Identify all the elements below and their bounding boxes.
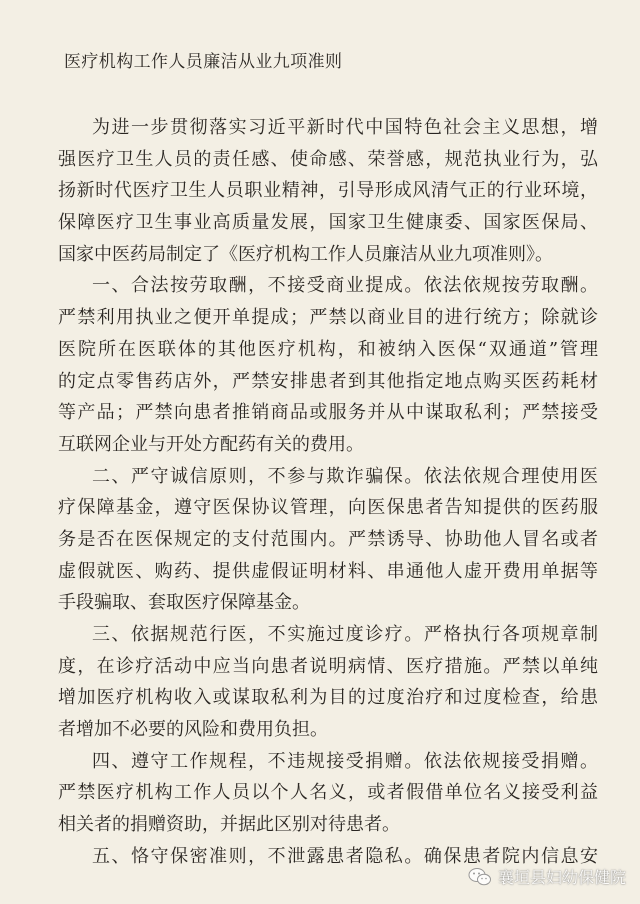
watermark — [468, 865, 626, 888]
watermark-text: 襄垣县妇幼保健院 — [497, 868, 626, 887]
body-line: 互联网企业与开处方配药有关的费用。 — [58, 433, 364, 455]
body-line: 者增加不必要的风险和费用负担。 — [58, 719, 328, 741]
body-line: 保障医疗卫生事业高质量发展，国家卫生健康委、国家医保局、 — [58, 212, 598, 234]
body-line: 医院所在医联体的其他医疗机构，和被纳入医保“双通道”管理 — [58, 338, 598, 360]
document-title: 医疗机构工作人员廉洁从业九项准则 — [64, 52, 343, 72]
body-line: 手段骗取、套取医疗保障基金。 — [58, 592, 310, 614]
body-line: 扬新时代医疗卫生人员职业精神，引导形成风清气正的行业环境， — [58, 180, 598, 202]
body-line: 的定点零售药店外，严禁安排患者到其他指定地点购买医药耗材 — [58, 370, 598, 392]
wechat-icon — [468, 867, 492, 887]
body-line: 国家中医药局制定了《医疗机构工作人员廉洁从业九项准则》。 — [58, 243, 553, 265]
body-line: 三、依据规范行医，不实施过度诊疗。严格执行各项规章制 — [92, 624, 598, 645]
body-line: 严禁医疗机构工作人员以个人名义，或者假借单位名义接受利益 — [58, 782, 598, 804]
body-line: 相关者的捐赠资助，并据此区别对待患者。 — [58, 814, 400, 836]
body-line: 为进一步贯彻落实习近平新时代中国特色社会主义思想，增 — [92, 117, 598, 138]
body-line: 四、遵守工作规程，不违规接受捐赠。依法依规接受捐赠。 — [92, 750, 598, 772]
body-line: 等产品；严禁向患者推销商品或服务并从中谋取私利；严禁接受 — [58, 402, 598, 424]
body-line: 一、合法按劳取酬，不接受商业提成。依法依规按劳取酬。 — [92, 275, 598, 297]
body-line: 五、恪守保密准则，不泄露患者隐私。确保患者院内信息安 — [92, 845, 598, 867]
body-line: 虚假就医、购药、提供虚假证明材料、串通他人虚开费用单据等 — [58, 560, 598, 582]
body-line: 疗保障基金，遵守医保协议管理，向医保患者告知提供的医药服 — [58, 497, 598, 519]
body-line: 严禁利用执业之便开单提成；严禁以商业目的进行统方；除就诊 — [58, 307, 598, 329]
body-line: 二、严守诚信原则，不参与欺诈骗保。依法依规合理使用医 — [92, 465, 598, 487]
body-line: 增加医疗机构收入或谋取私利为目的过度治疗和过度检查，给患 — [58, 687, 598, 709]
body-line: 强医疗卫生人员的责任感、使命感、荣誉感，规范执业行为，弘 — [58, 148, 598, 170]
document-body — [58, 112, 598, 873]
body-line: 务是否在医保规定的支付范围内。严禁诱导、协助他人冒名或者 — [58, 528, 598, 550]
body-line: 度，在诊疗活动中应当向患者说明病情、医疗措施。严禁以单纯 — [58, 655, 598, 677]
